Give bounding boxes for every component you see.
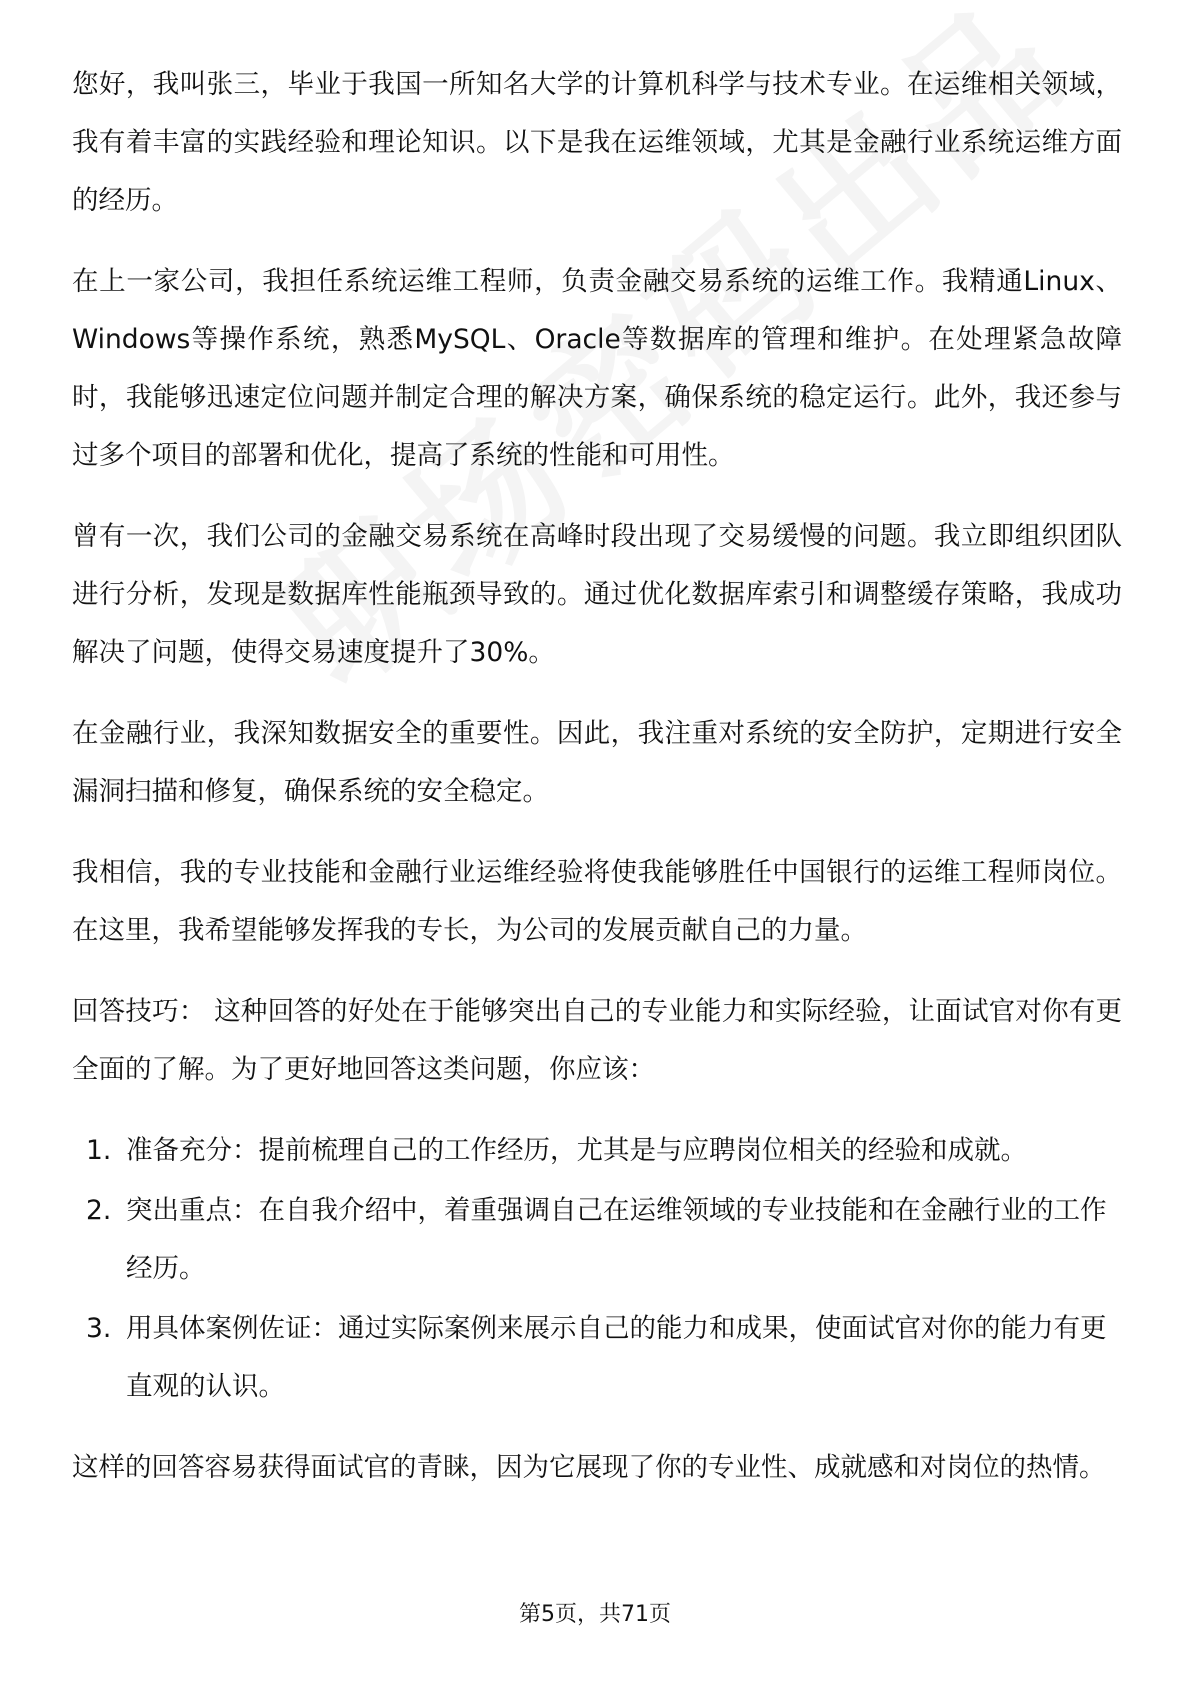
list-item-text: 突出重点：在自我介绍中，着重强调自己在运维领域的专业技能和在金融行业的工作经历。 (126, 1195, 1107, 1284)
list-item-number: 2. (86, 1195, 112, 1226)
list-item-text: 用具体案例佐证：通过实际案例来展示自己的能力和成果，使面试官对你的能力有更直观的认识。 (126, 1313, 1107, 1402)
intro-paragraph: 您好，我叫张三，毕业于我国一所知名大学的计算机科学与技术专业。在运维相关领域，我有着丰富的实践经验和理论知识。以下是我在运维领域，尤其是金融行业系统运维方面的经历。 (72, 69, 1122, 216)
list-item-number: 1. (86, 1135, 112, 1166)
list-item-text: 准备充分：提前梳理自己的工作经历，尤其是与应聘岗位相关的经验和成就。 (126, 1135, 1027, 1166)
tips-intro-paragraph: 回答技巧： 这种回答的好处在于能够突出自己的专业能力和实际经验，让面试官对你有更全面的了解。为了更好地回答这类问题，你应该： (72, 996, 1122, 1085)
security-paragraph: 在金融行业，我深知数据安全的重要性。因此，我注重对系统的安全防护，定期进行安全漏洞扫描和修复，确保系统的安全稳定。 (72, 718, 1122, 807)
experience-paragraph: 在上一家公司，我担任系统运维工程师，负责金融交易系统的运维工作。我精通Linux、Windows等操作系统，熟悉MySQL、Oracle等数据库的管理和维护。在处理紧急故障时，我能够迅速定位问题并制定合理的解决方案，确保系统的稳定运行。此外，我还参与过多个项目的部署和优化，提高了系统的性能和可用性。 (72, 266, 1122, 471)
list-item-number: 3. (86, 1313, 112, 1344)
closing-paragraph: 这样的回答容易获得面试官的青睐，因为它展现了你的专业性、成就感和对岗位的热情。 (72, 1452, 1106, 1483)
list-item (72, 1300, 1122, 1416)
list-item (72, 1122, 1122, 1180)
case-paragraph: 曾有一次，我们公司的金融交易系统在高峰时段出现了交易缓慢的问题。我立即组织团队进行分析，发现是数据库性能瓶颈导致的。通过优化数据库索引和调整缓存策略，我成功解决了问题，使得交易速度提升了30%。 (72, 521, 1122, 668)
conclusion-paragraph: 我相信，我的专业技能和金融行业运维经验将使我能够胜任中国银行的运维工程师岗位。在这里，我希望能够发挥我的专长，为公司的发展贡献自己的力量。 (72, 857, 1122, 946)
document-body (72, 56, 1122, 1520)
tips-list (72, 1122, 1122, 1416)
list-item (72, 1182, 1122, 1298)
page-footer: 第5页，共71页 (519, 1602, 671, 1627)
